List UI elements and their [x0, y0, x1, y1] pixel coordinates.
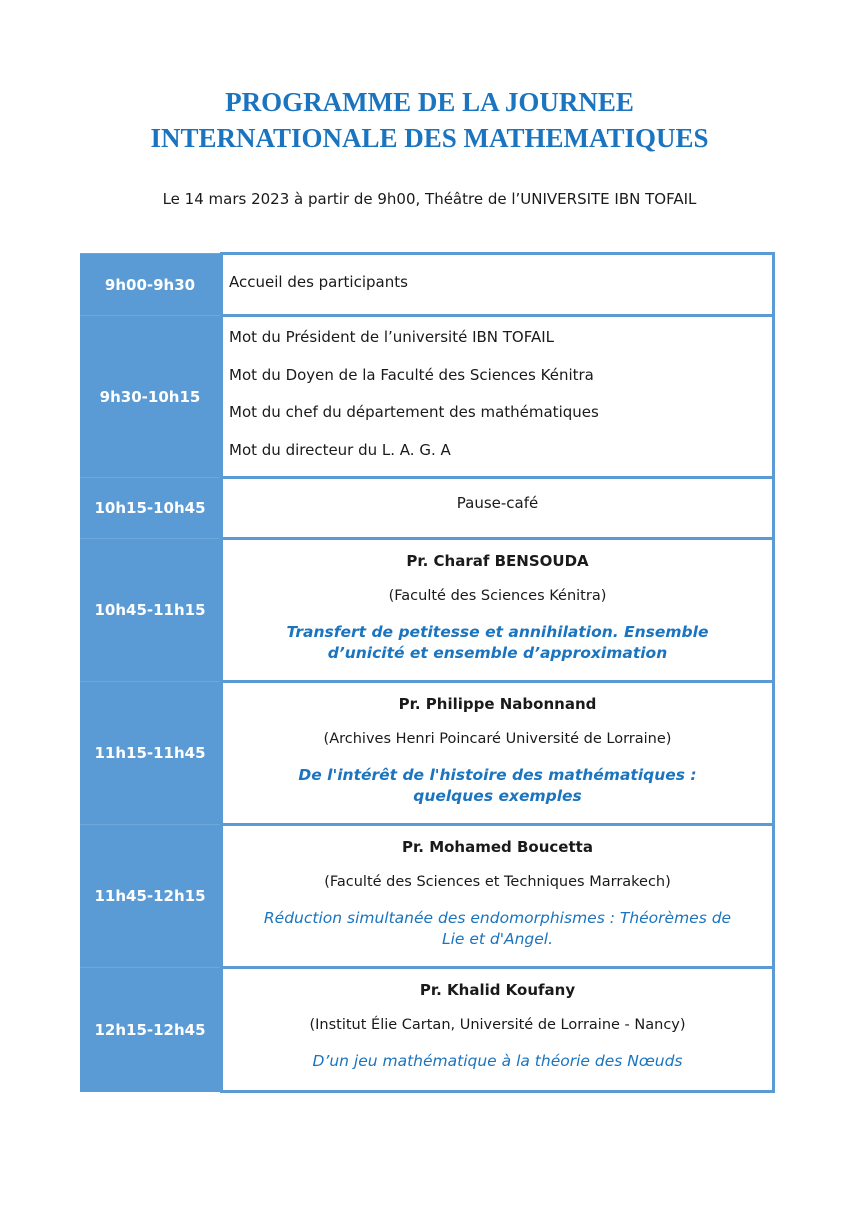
speaker-affiliation: (Faculté des Sciences et Techniques Marrakech) [324, 874, 671, 890]
session-cell [222, 825, 774, 968]
list-item: Mot du directeur du L. A. G. A [229, 440, 451, 459]
session-cell [222, 478, 774, 539]
time-slot: 11h15-11h45 [80, 682, 222, 825]
talk-title: D’un jeu mathématique à la théorie des Nœuds [312, 1052, 683, 1070]
speaker-name: Pr. Khalid Koufany [419, 981, 576, 999]
table-row [80, 478, 774, 539]
list-item: Mot du Président de l’université IBN TOFAIL [229, 328, 555, 346]
time-slot: 10h15-10h45 [80, 478, 222, 539]
speaker-affiliation: (Institut Élie Cartan, Université de Lorraine - Nancy) [309, 1017, 686, 1033]
talk-title: Réduction simultanée des endomorphismes : Théorèmes de Lie et d'Angel. [263, 909, 732, 948]
title-line-2: INTERNATIONALE DES MATHEMATIQUES [150, 123, 709, 153]
table-row [80, 539, 774, 682]
session-cell [222, 682, 774, 825]
session-text: Pause-café [456, 494, 539, 512]
talk-title: De l'intérêt de l'histoire des mathématiques : quelques exemples [298, 766, 697, 805]
time-slot: 12h15-12h45 [80, 968, 222, 1092]
session-cell [222, 968, 774, 1092]
program-table [80, 252, 775, 1093]
table-row [80, 968, 774, 1092]
speaker-affiliation: (Archives Henri Poincaré Université de Lorraine) [323, 731, 672, 747]
list-item: Mot du chef du département des mathématiques [229, 403, 599, 421]
event-subtitle: Le 14 mars 2023 à partir de 9h00, Théâtre de l’UNIVERSITE IBN TOFAIL [162, 190, 697, 208]
time-slot: 11h45-12h15 [80, 825, 222, 968]
session-cell [222, 254, 774, 316]
session-cell [222, 316, 774, 478]
speaker-name: Pr. Charaf BENSOUDA [406, 552, 589, 570]
talk-title: Transfert de petitesse et annihilation. Ensemble d’unicité et ensemble d’approximation [286, 623, 709, 662]
table-row [80, 254, 774, 316]
page-title [0, 84, 859, 156]
session-cell [222, 539, 774, 682]
session-text: Accueil des participants [229, 273, 408, 291]
table-row [80, 825, 774, 968]
time-slot: 10h45-11h15 [80, 539, 222, 682]
time-slot: 9h30-10h15 [80, 316, 222, 478]
title-line-1: PROGRAMME DE LA JOURNEE [225, 87, 634, 117]
speaker-name: Pr. Philippe Nabonnand [398, 695, 597, 713]
table-row [80, 682, 774, 825]
time-slot: 9h00-9h30 [80, 254, 222, 316]
speaker-affiliation: (Faculté des Sciences Kénitra) [388, 588, 607, 604]
table-row [80, 316, 774, 478]
list-item: Mot du Doyen de la Faculté des Sciences Kénitra [229, 365, 594, 384]
speaker-name: Pr. Mohamed Boucetta [402, 838, 593, 856]
